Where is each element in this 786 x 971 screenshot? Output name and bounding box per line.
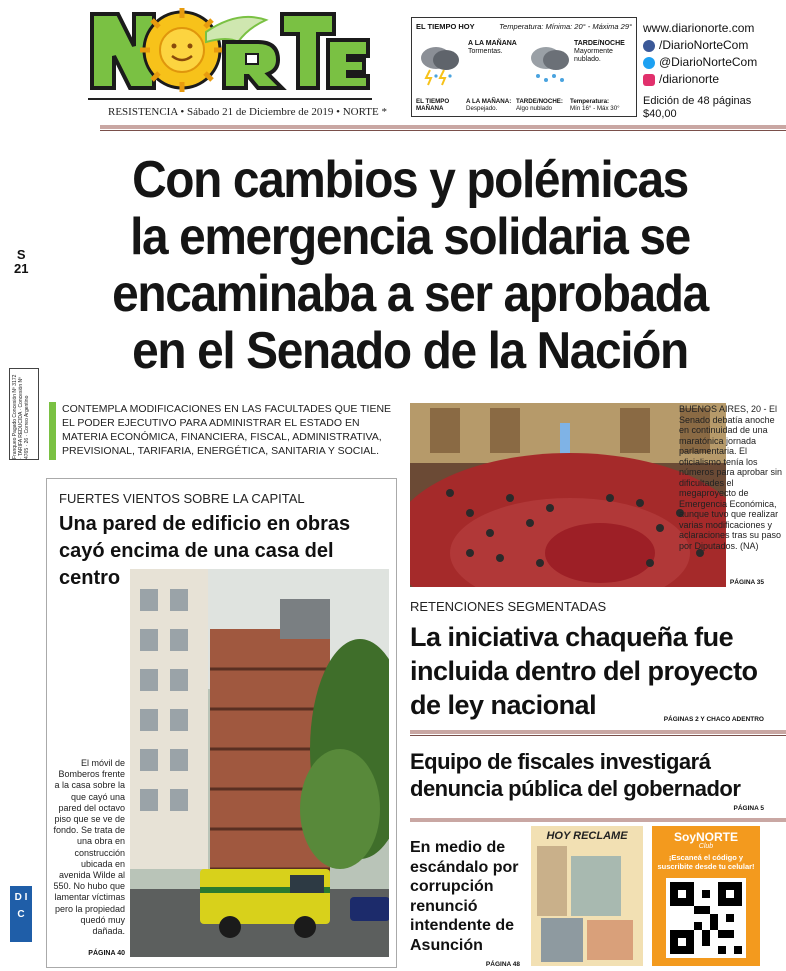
weather-night-text: Mayormente nublado.: [574, 48, 613, 63]
story-title-asuncion[interactable]: En medio de escándalo por corrupción renunció intendente de Asunción: [410, 839, 519, 954]
promo-image: [537, 846, 637, 964]
twitter-handle[interactable]: @DiarioNorteCom: [659, 55, 758, 69]
weather-tomorrow-night-label: TARDE/NOCHE:: [516, 98, 563, 105]
ad-title: HOY RECLAME: [546, 830, 628, 842]
page-reference[interactable]: PÁGINA 48: [485, 961, 520, 968]
story-title-fiscales[interactable]: Equipo de fiscales investigará denuncia pública del gobernador: [410, 749, 741, 801]
day-number: 21: [14, 261, 29, 276]
weather-night-label: TARDE/NOCHE: [574, 40, 625, 47]
weather-tomorrow-night-text: Algo nublado: [516, 105, 553, 112]
weather-tomorrow-temp-label: Temperatura:: [570, 98, 610, 105]
rain-cloud-icon: [526, 40, 572, 86]
ad-club: Club: [698, 843, 714, 850]
headline-line: en el Senado de la Nación: [132, 322, 688, 380]
day-letter: S: [16, 247, 26, 262]
story-wall-collapse[interactable]: [46, 478, 397, 968]
sun-icon: [140, 8, 224, 92]
weather-box: [411, 17, 637, 117]
section-divider-line: [410, 735, 786, 736]
facebook-link[interactable]: [643, 37, 783, 54]
page-reference[interactable]: PÁGINA 40: [88, 950, 125, 957]
weather-tomorrow-morning-label: A LA MAÑANA:: [466, 98, 512, 105]
website-url[interactable]: www.diarionorte.com: [643, 21, 755, 35]
main-headline[interactable]: [88, 152, 732, 380]
facebook-icon: [643, 40, 655, 52]
story-kicker: RETENCIONES SEGMENTADAS: [410, 599, 607, 614]
senate-caption: BUENOS AIRES, 20 - El Senado debatía anoche en continuidad de una maratónica jornada parlamentaria. El oficialismo tenía los números para aprobar sin dificultades el megaproyecto de Emergencia Económica, aunque tuvo que realizar varias modificaciones y aclaraciones tras su paso por Diputados. (NA): [679, 404, 783, 551]
day-marker: [14, 248, 28, 276]
edition-dateline: RESISTENCIA • Sábado 21 de Diciembre de 2019 • NORTE *: [108, 106, 387, 118]
edition-info: [643, 95, 751, 121]
page-reference[interactable]: PÁGINA 35: [729, 579, 764, 586]
masthead-band-line: [100, 130, 786, 131]
story-title-retenciones[interactable]: La iniciativa chaqueña fue incluida dentro del proyecto de ley nacional: [410, 622, 758, 720]
instagram-icon: [643, 74, 655, 86]
weather-temps: Temperatura: Mínima: 20° - Máxima 29°: [499, 22, 632, 31]
storm-cloud-icon: [416, 40, 462, 86]
masthead-band: [100, 125, 786, 129]
masthead-rule: [88, 98, 372, 100]
weather-morning-label: A LA MAÑANA: [468, 40, 517, 47]
month-marker: D I C: [10, 886, 32, 942]
weather-tomorrow-morning-text: Despejado.: [466, 105, 498, 112]
website-link[interactable]: [643, 20, 783, 37]
ad-brand: SoyNORTE: [673, 830, 738, 844]
weather-tomorrow-morning: [466, 98, 512, 112]
ad-soynorte-club[interactable]: [652, 826, 760, 966]
weather-tomorrow-temp-text: Mín 16° - Máx 30°: [570, 105, 620, 112]
postal-text: Franqueo Pagado Concesión Nº 3172 · TARIFA REDUCIDA · Concesión Nº 4765 · 26 · Correo Argentino: [12, 374, 30, 459]
weather-tomorrow-night: [516, 98, 568, 112]
price: $40,00: [643, 108, 677, 120]
weather-morning: [468, 40, 526, 56]
headline-line: Con cambios y polémicas: [132, 151, 688, 209]
ad-message: ¡Escaneá el código y suscribite desde tu celular!: [657, 853, 755, 871]
instagram-handle[interactable]: /diarionorte: [659, 72, 720, 86]
weather-tomorrow-temp: [570, 98, 634, 112]
building-photo[interactable]: [130, 569, 389, 957]
facebook-handle[interactable]: /DiarioNorteCom: [659, 38, 749, 52]
norte-logo[interactable]: [88, 2, 372, 96]
section-divider: [410, 730, 786, 734]
ad-hoy-reclame[interactable]: [531, 826, 643, 966]
page-reference[interactable]: PÁGINAS 2 Y CHACO ADENTRO: [663, 716, 764, 723]
weather-tomorrow-label: EL TIEMPO MAÑANA: [416, 98, 450, 112]
headline-line: encaminaba a ser aprobada: [112, 265, 708, 323]
postal-box: [9, 368, 39, 460]
summary-accent-bar: [49, 402, 56, 460]
photo-caption: El móvil de Bomberos frente a la casa sobre la que cayó una pared del octavo piso que se ve de fondo. Se trata de una obra en construcción ubicada en avenida Wilde al 550. No hubo que lamentar víctimas pero la propiedad quedó muy dañada.: [53, 758, 125, 937]
qr-code-icon[interactable]: [666, 878, 746, 958]
instagram-link[interactable]: [643, 71, 783, 88]
weather-header: [416, 22, 632, 31]
story-kicker: FUERTES VIENTOS SOBRE LA CAPITAL: [59, 491, 305, 506]
page-reference[interactable]: PÁGINA 5: [733, 805, 764, 812]
section-divider: [410, 818, 786, 822]
weather-night: [574, 40, 636, 64]
headline-line: la emergencia solidaria se: [130, 208, 690, 266]
social-links: [643, 20, 783, 88]
weather-tomorrow-title: [416, 98, 460, 112]
twitter-link[interactable]: [643, 54, 783, 71]
page-count: Edición de 48 páginas: [643, 95, 752, 107]
story-title[interactable]: Una pared de edificio en obras cayó encima de una casa del centro: [59, 513, 351, 589]
weather-morning-text: Tormentas.: [468, 48, 503, 55]
twitter-icon: [643, 57, 655, 69]
headline-summary: CONTEMPLA MODIFICACIONES EN LAS FACULTADES QUE TIENE EL PODER EJECUTIVO PARA ADMINISTRAR EL ESTADO EN MATERIA ECONÓMICA, FINANCIERA, FISCAL, ADMINISTRATIVA, PREVISIONAL, TARIFARIA, ENERGÉTICA, SANITARIA Y SOCIAL.: [62, 403, 392, 457]
weather-title: EL TIEMPO HOY: [416, 22, 475, 31]
